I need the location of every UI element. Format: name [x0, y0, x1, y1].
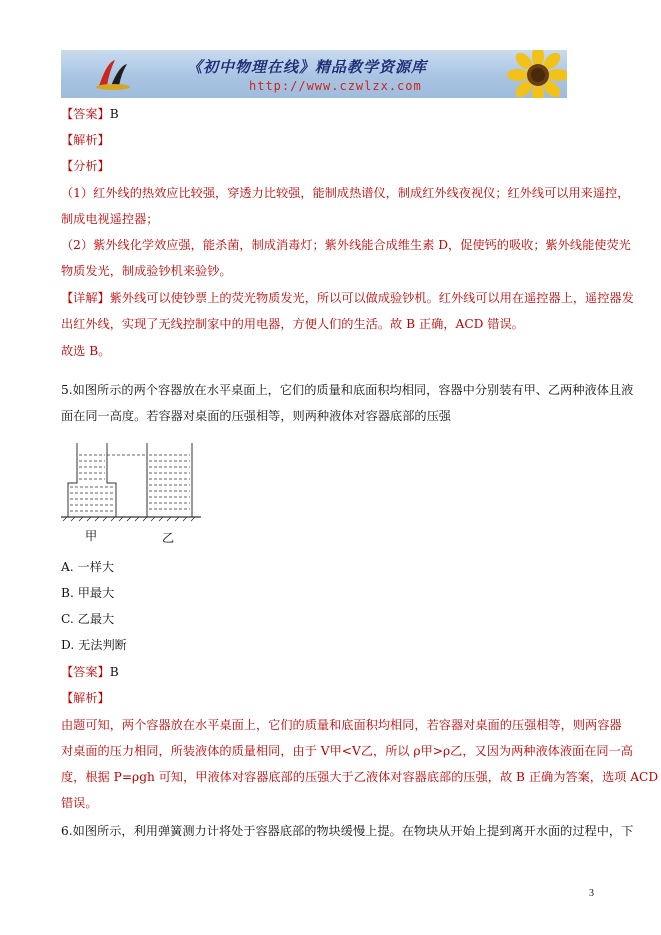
analysis-tag: 【解析】: [61, 691, 110, 705]
analysis-tag: 【解析】: [61, 133, 110, 147]
explanation-line: 由题可知，两个容器放在水平桌面上，它们的质量和底面积均相同，若容器对桌面的压强相等，则两容器: [61, 718, 622, 732]
answer-tag: 【答案】: [61, 665, 110, 679]
option-a: A. 一样大: [61, 560, 115, 574]
analysis-line: （2）紫外线化学效应强，能杀菌，制成消毒灯；紫外线能合成维生素 D，促使钙的吸收；紫外线能使荧光: [61, 238, 631, 252]
banner-url: http://www.czwlzx.com: [249, 79, 422, 93]
explanation-line: 度，根据 P=ρgh 可知，甲液体对容器底部的压强大于乙液体对容器底部的压强，故 B 正确为答案，选项 ACD: [61, 770, 659, 784]
detail-line: 出红外线，实现了无线控制家中的用电器，方便人们的生活。故 B 正确，ACD 错误。: [61, 317, 524, 331]
banner-title: 《初中物理在线》精品教学资源库: [187, 58, 428, 76]
question-stem: 6.如图所示，利用弹簧测力计将处于容器底部的物块缓慢上提。在物块从开始上提到离开水面的过程中，下: [61, 824, 634, 838]
analysis-line: （1）红外线的热效应比较强，穿透力比较强，能制成热谱仪，制成红外线夜视仪；红外线可以用来遥控，: [61, 186, 630, 200]
question-stem: 面在同一高度。若容器对桌面的压强相等，则两种液体对容器底部的压强: [61, 409, 451, 423]
option-d: D. 无法判断: [61, 638, 127, 652]
container-figure: [61, 435, 201, 545]
analysis-line: 制成电视遥控器；: [61, 212, 159, 226]
question-stem: 5.如图所示的两个容器放在水平桌面上，它们的质量和底面积均相同，容器中分别装有甲、乙两种液体且液: [61, 383, 634, 397]
detail-tag: 【详解】: [61, 291, 110, 305]
explanation-line: 错误。: [61, 796, 98, 810]
answer-value: B: [109, 665, 119, 679]
logo-icon: [93, 56, 133, 92]
q4-answer-line: [61, 106, 119, 122]
detail-text: 紫外线可以使钞票上的荧光物质发光，所以可以做成验钞机。红外线可以用在遥控器上，遥控器发: [109, 291, 634, 305]
fenxi-tag: 【分析】: [61, 159, 110, 173]
detail-line: [61, 290, 634, 306]
answer-value: B: [109, 107, 119, 121]
label-jia: 甲: [85, 529, 98, 543]
header-banner: [61, 50, 567, 98]
sunflower-icon: [507, 50, 567, 98]
analysis-line: 物质发光，制成验钞机来验钞。: [61, 264, 232, 278]
explanation-line: 对桌面的压力相同，所装液体的质量相同，由于 V甲<V乙，所以 ρ甲>ρ乙，又因为两种液体液面在同一高: [61, 744, 633, 758]
answer-tag: 【答案】: [61, 107, 110, 121]
conclusion: 故选 B。: [61, 344, 111, 358]
option-c: C. 乙最大: [61, 612, 115, 626]
label-yi: 乙: [162, 531, 175, 545]
container-diagram: [61, 435, 201, 545]
q5-answer-line: [61, 664, 119, 680]
page-number: 3: [589, 888, 594, 899]
option-b: B. 甲最大: [61, 586, 115, 600]
